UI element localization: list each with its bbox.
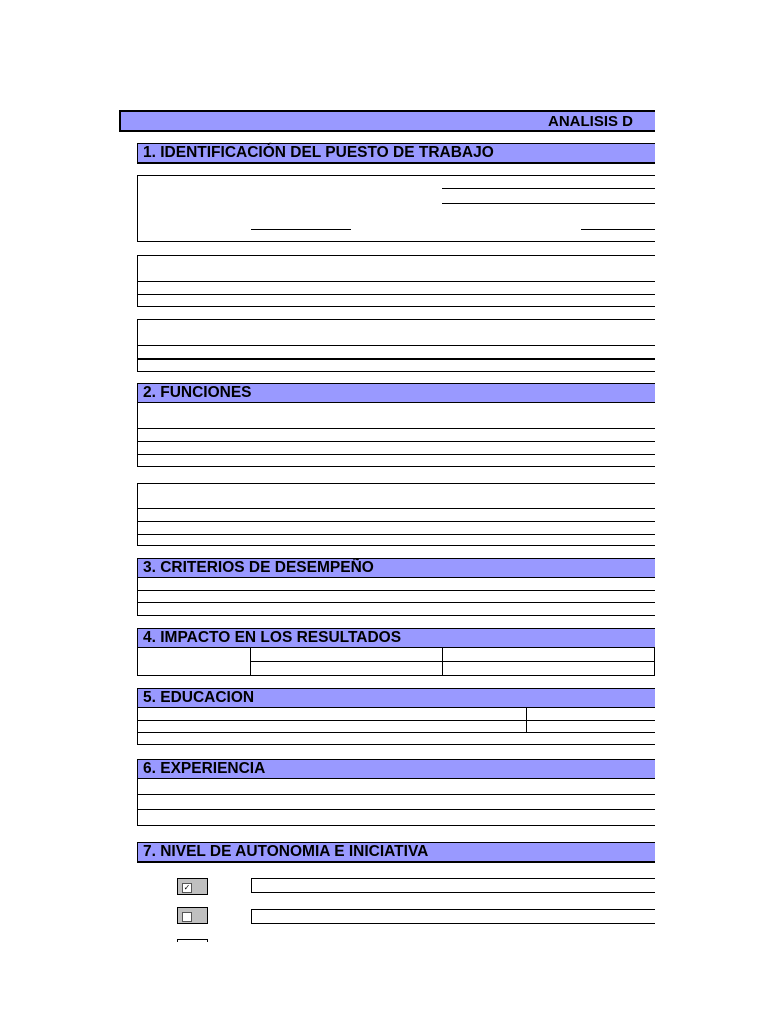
table-column-divider: [526, 708, 527, 732]
section-title: 6. EXPERIENCIA: [143, 760, 266, 777]
experiencia-table[interactable]: [137, 779, 655, 826]
table-row-divider: [138, 521, 655, 522]
table-row-divider: [250, 661, 655, 662]
table-row-divider: [138, 794, 655, 795]
section-autonomia-header: [137, 842, 655, 863]
document-title-bar: [119, 110, 655, 132]
table-row-divider: [138, 441, 655, 442]
section-title: 5. EDUCACION: [143, 689, 255, 706]
identificacion-table-b[interactable]: [137, 319, 655, 372]
educacion-table[interactable]: [137, 708, 655, 745]
table-row-divider: [138, 809, 655, 810]
section-funciones-header: [137, 383, 655, 404]
table-row-divider: [138, 294, 655, 295]
table-row-divider: [138, 534, 655, 535]
table-row-divider: [138, 358, 655, 360]
table-row-divider: [138, 732, 655, 733]
table-column-divider: [442, 648, 443, 676]
section-title: 1. IDENTIFICACIÓN DEL PUESTO DE TRABAJO: [143, 144, 494, 161]
table-row-divider: [138, 428, 655, 429]
field-line[interactable]: [581, 229, 655, 230]
table-row-divider: [138, 508, 655, 509]
section-title: 3. CRITERIOS DE DESEMPEÑO: [143, 559, 374, 576]
table-row-divider: [138, 590, 655, 591]
section-title: 4. IMPACTO EN LOS RESULTADOS: [143, 629, 402, 646]
field-line[interactable]: [442, 188, 655, 189]
table-column-divider: [250, 648, 251, 676]
section-title: 7. NIVEL DE AUTONOMIA E INICIATIVA: [143, 843, 429, 860]
section-title: 2. FUNCIONES: [143, 384, 252, 401]
table-row-divider: [138, 454, 655, 455]
autonomy-option-3-checkbox[interactable]: [177, 939, 208, 942]
section-educacion-header: [137, 688, 655, 709]
identificacion-fields-box[interactable]: [137, 175, 655, 242]
check-mark-icon: ✓: [183, 883, 191, 892]
table-row-divider: [138, 720, 655, 721]
section-impacto-header: [137, 628, 655, 649]
document-title: ANALISIS D: [548, 113, 634, 130]
table-row-divider: [138, 281, 655, 282]
funciones-table-a[interactable]: [137, 403, 655, 467]
autonomy-option-1-field[interactable]: [251, 878, 655, 893]
checkbox-empty-icon: [182, 912, 192, 922]
field-line[interactable]: [442, 203, 655, 204]
criterios-table[interactable]: [137, 578, 655, 616]
autonomy-option-2-field[interactable]: [251, 909, 655, 924]
identificacion-table-a[interactable]: [137, 255, 655, 307]
impacto-table[interactable]: [137, 648, 655, 676]
section-criterios-header: [137, 558, 655, 579]
funciones-table-b[interactable]: [137, 483, 655, 546]
field-line[interactable]: [251, 229, 351, 230]
autonomy-option-1-checkbox[interactable]: [177, 878, 208, 895]
section-identificacion-header: [137, 143, 655, 164]
table-row-divider: [138, 602, 655, 603]
table-row-divider: [138, 345, 655, 346]
section-experiencia-header: [137, 759, 655, 780]
autonomy-option-2-checkbox[interactable]: [177, 907, 208, 924]
